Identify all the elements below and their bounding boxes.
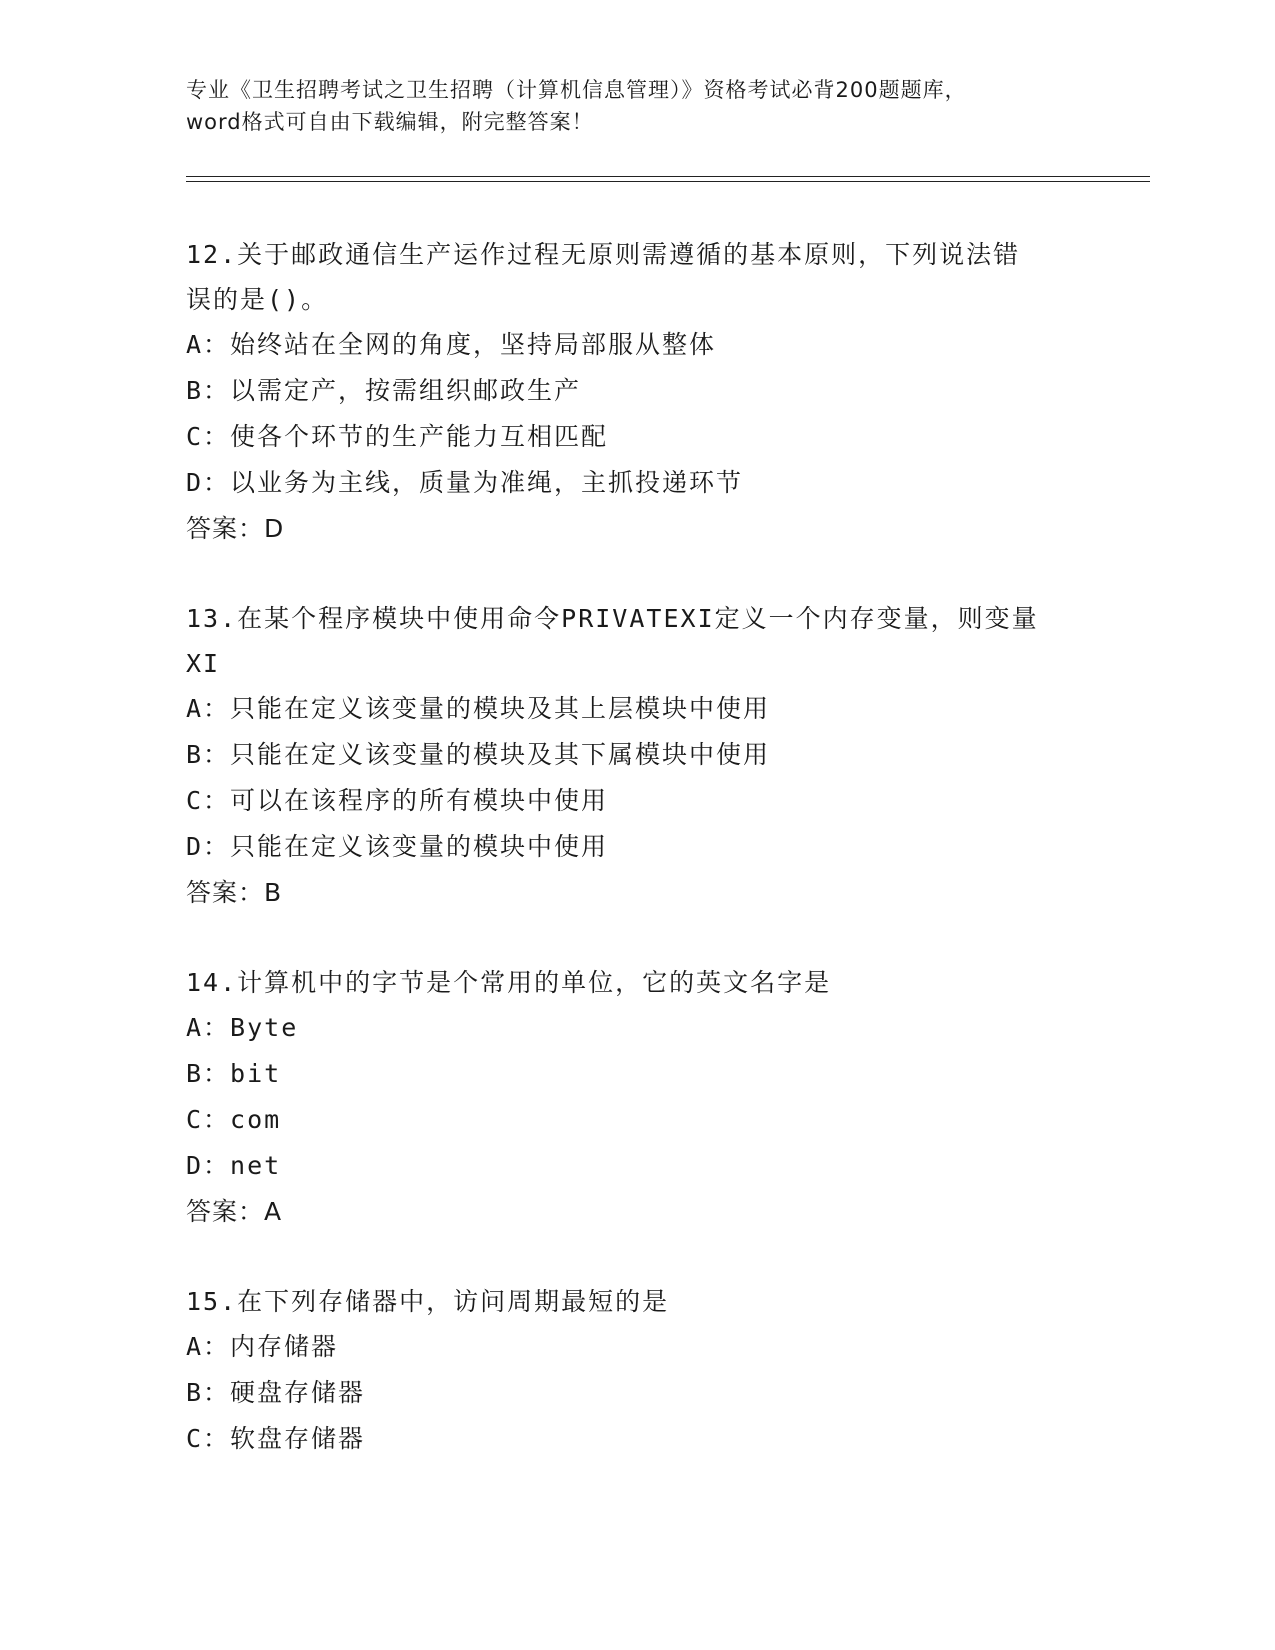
option-c: C：软盘存储器: [186, 1424, 366, 1453]
header-divider-top: [186, 176, 1150, 177]
option-d: D：以业务为主线，质量为准绳，主抓投递环节: [186, 468, 744, 497]
question-stem-line: 15.在下列存储器中，访问周期最短的是: [186, 1287, 670, 1316]
option-b: B：以需定产，按需组织邮政生产: [186, 376, 582, 405]
option-a: A：始终站在全网的角度，坚持局部服从整体: [186, 330, 717, 359]
header-divider-bottom: [186, 181, 1150, 182]
option-c: C：可以在该程序的所有模块中使用: [186, 786, 609, 815]
question-stem-line: 误的是()。: [186, 285, 329, 314]
option-a: A：只能在定义该变量的模块及其上层模块中使用: [186, 694, 771, 723]
option-b: B：硬盘存储器: [186, 1378, 366, 1407]
question-13: [186, 596, 1086, 916]
question-12: [186, 232, 1086, 552]
option-c: C：使各个环节的生产能力互相匹配: [186, 422, 609, 451]
question-stem-line: 14.计算机中的字节是个常用的单位，它的英文名字是: [186, 968, 832, 997]
option-d: D：只能在定义该变量的模块中使用: [186, 832, 609, 861]
answer-label: 答案：D: [186, 514, 285, 543]
option-d: D：net: [186, 1151, 282, 1180]
question-stem-line: 13.在某个程序模块中使用命令PRIVATEXI定义一个内存变量，则变量: [186, 604, 1039, 633]
option-b: B：只能在定义该变量的模块及其下属模块中使用: [186, 740, 771, 769]
question-15: [186, 1279, 1086, 1462]
option-c: C：com: [186, 1105, 282, 1134]
question-14: [186, 960, 1086, 1235]
header-title-line-1: 专业《卫生招聘考试之卫生招聘（计算机信息管理）》资格考试必背200题题库，: [186, 78, 967, 102]
option-a: A：内存储器: [186, 1332, 339, 1361]
header-title-line-2: word格式可自由下载编辑，附完整答案！: [186, 110, 594, 134]
page-header: [186, 74, 1086, 138]
answer-label: 答案：A: [186, 1197, 283, 1226]
answer-label: 答案：B: [186, 878, 283, 907]
question-stem-line: 12.关于邮政通信生产运作过程无原则需遵循的基本原则，下列说法错: [186, 240, 1021, 269]
option-b: B：bit: [186, 1059, 282, 1088]
option-a: A：Byte: [186, 1013, 299, 1042]
question-stem-line: XI: [186, 649, 221, 678]
